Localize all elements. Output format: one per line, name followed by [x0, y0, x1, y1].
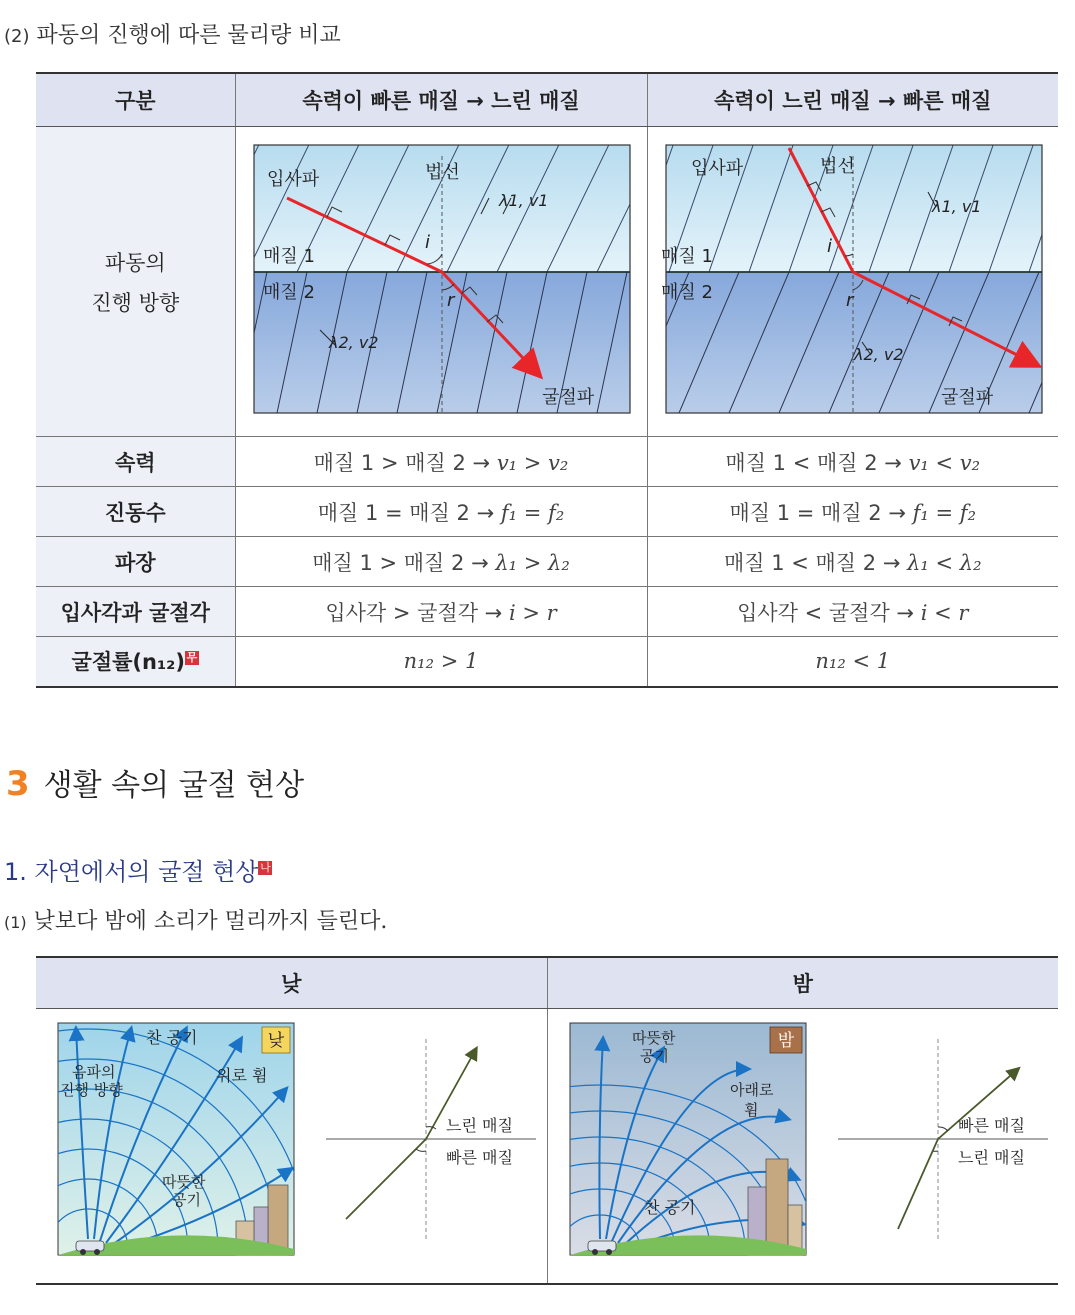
- note-badge-icon[interactable]: 무: [186, 651, 198, 665]
- frequency-left-math: f₁ = f₂: [500, 500, 565, 525]
- frequency-row: [36, 487, 1058, 537]
- wavelength-left: [235, 537, 647, 587]
- label-medium2: 매질 2: [262, 282, 315, 303]
- speed-right-math: v₁ < v₂: [908, 450, 981, 475]
- direction-label-line2: 진행 방향: [91, 290, 180, 315]
- frequency-left: [235, 487, 647, 537]
- label-medium2: 매질 2: [660, 282, 713, 303]
- night-bend-line2: 휨: [743, 1101, 758, 1119]
- label-lambda2-v2: λ2, v2: [328, 333, 378, 352]
- wavelength-right: [647, 537, 1058, 587]
- speed-row: [36, 437, 1058, 487]
- angle-right-kor: 입사각 < 굴절각: [737, 600, 890, 625]
- label-refracted-wave: 굴절파: [940, 387, 993, 408]
- night-warm-air-line1: 따뜻한: [631, 1029, 675, 1047]
- label-normal: 법선: [819, 156, 855, 177]
- label-angle-r: r: [446, 290, 454, 311]
- angle-left: [235, 587, 647, 637]
- frequency-label: 진동수: [36, 487, 235, 537]
- direction-label-line1: 파동의: [104, 250, 166, 275]
- angle-left-math: i > r: [508, 600, 557, 625]
- index-right-math: n₁₂ < 1: [815, 649, 891, 674]
- frequency-right: [647, 487, 1058, 537]
- section-3-title: [6, 760, 304, 804]
- index-left-math: n₁₂ > 1: [403, 649, 479, 674]
- night-warm-air-line2: 공기: [639, 1047, 669, 1065]
- wavelength-row: [36, 537, 1058, 587]
- compare-heading: [4, 18, 341, 49]
- wavelength-right-kor: 매질 1 < 매질 2: [723, 550, 877, 575]
- night-cell: [547, 1009, 1058, 1285]
- day-warm-air-line2: 공기: [172, 1191, 201, 1209]
- day-bend-label: 위로 휨: [216, 1066, 268, 1085]
- night-bend-line1: 아래로: [729, 1081, 773, 1099]
- day-night-table: [36, 956, 1058, 1285]
- day-night-content-row: [36, 1009, 1058, 1285]
- night-sound-illustration: [548, 1009, 1059, 1279]
- day-fast-medium-label: 빠른 매질: [446, 1148, 513, 1167]
- label-angle-i: i: [826, 236, 832, 257]
- compare-heading-number: (2): [4, 26, 30, 47]
- direction-label: [36, 127, 235, 437]
- day-tag: 낮: [267, 1031, 285, 1051]
- wavelength-right-arrow: →: [882, 550, 901, 575]
- speed-left-arrow: →: [472, 450, 491, 475]
- angle-left-arrow: →: [484, 600, 503, 625]
- night-fast-medium-label: 빠른 매질: [957, 1116, 1025, 1135]
- speed-label: 속력: [36, 437, 235, 487]
- day-sound-illustration: [36, 1009, 547, 1279]
- subsection-1-title: [4, 852, 272, 887]
- frequency-left-arrow: →: [476, 500, 495, 525]
- section-3-text: 생활 속의 굴절 현상: [43, 768, 305, 803]
- frequency-right-math: f₁ = f₂: [912, 500, 976, 525]
- wavelength-left-arrow: →: [471, 550, 489, 575]
- subsection-1-text: 1. 자연에서의 굴절 현상: [4, 858, 259, 886]
- speed-left-math: v₁ > v₂: [496, 450, 569, 475]
- label-lambda1-v1: λ1, v1: [498, 191, 548, 210]
- label-incident-wave: 입사파: [266, 169, 319, 190]
- day-warm-air-line1: 따뜻한: [162, 1173, 206, 1191]
- angle-right: [647, 587, 1058, 637]
- day-direction-line2: 진행 방향: [60, 1081, 123, 1099]
- wavelength-right-math: λ₁ < λ₂: [907, 550, 982, 575]
- building-icon: [766, 1159, 788, 1255]
- car-icon: [76, 1241, 104, 1251]
- label-normal: 법선: [424, 162, 460, 183]
- angle-left-kor: 입사각 > 굴절각: [325, 600, 478, 625]
- refraction-diagram-fast-to-slow: [237, 128, 649, 430]
- label-incident-wave: 입사파: [690, 158, 743, 179]
- index-label: [36, 637, 235, 687]
- angle-label: 입사각과 굴절각: [36, 587, 235, 637]
- section-3-number: 3: [6, 764, 30, 804]
- speed-right-kor: 매질 1 < 매질 2: [725, 450, 878, 475]
- night-cold-air-label: 찬 공기: [643, 1198, 695, 1217]
- compare-heading-title: 파동의 진행에 따른 물리량 비교: [36, 23, 341, 48]
- speed-right: [647, 437, 1058, 487]
- night-slow-medium-label: 느린 매질: [957, 1148, 1025, 1167]
- diagram-slow-to-fast-cell: [647, 127, 1058, 437]
- speed-left: [235, 437, 647, 487]
- paragraph-1-text: 낮보다 밤에 소리가 멀리까지 들린다.: [33, 909, 388, 934]
- wavelength-left-kor: 매질 1 > 매질 2: [312, 550, 465, 575]
- header-category: 구분: [36, 73, 235, 127]
- paragraph-1: [4, 904, 387, 935]
- wavelength-left-math: λ₁ > λ₂: [495, 550, 570, 575]
- frequency-right-arrow: →: [888, 500, 906, 525]
- index-right: [647, 637, 1058, 687]
- label-medium1: 매질 1: [660, 246, 713, 267]
- label-refracted-wave: 굴절파: [541, 387, 594, 408]
- speed-left-kor: 매질 1 > 매질 2: [313, 450, 466, 475]
- compare-table: [36, 72, 1058, 688]
- angle-right-math: i < r: [920, 600, 969, 625]
- car-icon: [588, 1241, 616, 1251]
- header-day: 낮: [36, 957, 547, 1009]
- label-lambda2-v2: λ2, v2: [853, 345, 903, 364]
- index-row: [36, 637, 1058, 687]
- day-cell: [36, 1009, 547, 1285]
- label-angle-r: r: [845, 290, 853, 311]
- refraction-diagram-slow-to-fast: [649, 128, 1060, 430]
- index-left: [235, 637, 647, 687]
- index-label-text: 굴절률(n₁₂): [71, 650, 185, 675]
- header-night: 밤: [547, 957, 1058, 1009]
- header-slow-to-fast: 속력이 느린 매질 → 빠른 매질: [647, 73, 1058, 127]
- day-night-header-row: [36, 957, 1058, 1009]
- night-tag: 밤: [777, 1031, 794, 1051]
- compare-header-row: [36, 73, 1058, 127]
- wavelength-label: 파장: [36, 537, 235, 587]
- paragraph-1-number: (1): [4, 913, 27, 932]
- label-medium1: 매질 1: [262, 246, 315, 267]
- label-lambda1-v1: λ1, v1: [931, 197, 981, 216]
- day-cold-air-label: 찬 공기: [146, 1028, 198, 1047]
- label-angle-i: i: [424, 232, 430, 253]
- diagram-fast-to-slow-cell: [235, 127, 647, 437]
- note-badge-icon[interactable]: 나: [260, 861, 271, 874]
- header-fast-to-slow: 속력이 빠른 매질 → 느린 매질: [235, 73, 647, 127]
- day-slow-medium-label: 느린 매질: [446, 1116, 513, 1135]
- direction-row: [36, 127, 1058, 437]
- frequency-left-kor: 매질 1 = 매질 2: [317, 500, 470, 525]
- angle-row: [36, 587, 1058, 637]
- angle-right-arrow: →: [896, 600, 915, 625]
- day-direction-line1: 음파의: [72, 1063, 116, 1081]
- speed-right-arrow: →: [884, 450, 902, 475]
- frequency-right-kor: 매질 1 = 매질 2: [729, 500, 882, 525]
